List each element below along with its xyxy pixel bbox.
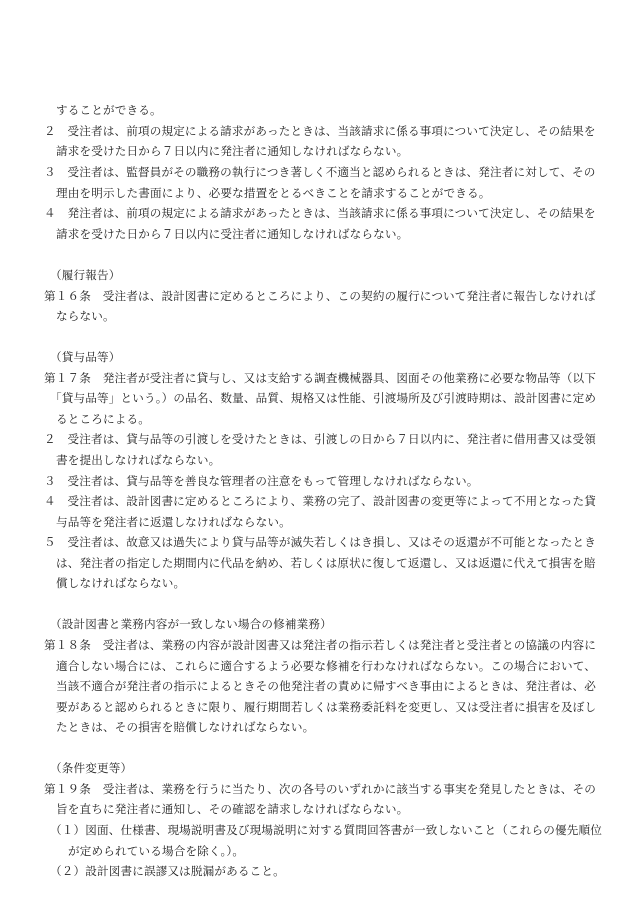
text-line: ならない。 — [56, 309, 115, 323]
clause-3-line: ３ 受注者は、監督員がその職務の執行につき著しく不適当と認められるときは、発注者に対して、その — [44, 165, 596, 179]
text-line: 当該不適合が発注者の指示によるときその他発注者の責めに帰すべき事由によるときは、発注者は、必 — [56, 679, 596, 693]
clause-3-line: ３ 受注者は、貸与品等を善良な管理者の注意をもって管理しなければならない。 — [44, 474, 479, 488]
section-heading: （設計図書と業務内容が一致しない場合の修補業務） — [50, 617, 332, 631]
item-1-line: （１）図面、仕様書、現場説明書及び現場説明に対する質問回答書が一致しないこと（これらの優先順位 — [50, 823, 602, 837]
section-heading: （条件変更等） — [50, 761, 133, 775]
text-line: るところによる。 — [56, 412, 150, 426]
text-line: は、発注者の指定した期間内に代品を納め、若しくは原状に復して返還し、又は返還に代えて損害を賠 — [56, 556, 596, 570]
text-line: たときは、その損害を賠償しなければならない。 — [56, 720, 315, 734]
text-line: することができる。 — [56, 103, 162, 117]
text-line: が定められている場合を除く。）。 — [68, 844, 245, 858]
article-18-line: 第１８条 受注者は、業務の内容が設計図書又は発注者の指示若しくは発注者と受注者との協議の内容に — [44, 638, 596, 652]
clause-2-line: ２ 受注者は、貸与品等の引渡しを受けたときは、引渡しの日から７日以内に、発注者に借用書又は受領 — [44, 432, 596, 446]
section-heading: （履行報告） — [50, 268, 121, 282]
section-heading: （貸与品等） — [50, 350, 121, 364]
text-line: 適合しない場合には、これらに適合するよう必要な修補を行わなければならない。この場合において、 — [56, 659, 596, 673]
clause-4-line: ４ 発注者は、前項の規定による請求があったときは、当該請求に係る事項について決定し、その結果を — [44, 206, 596, 220]
text-line: 書を提出しなければならない。 — [56, 453, 221, 467]
text-line: 要があると認められるときに限り、履行期間若しくは業務委託料を変更し、又は受注者に損害を及ぼし — [56, 700, 597, 714]
clause-4-line: ４ 受注者は、設計図書に定めるところにより、業務の完了、設計図書の変更等によって不用となった貸 — [44, 494, 596, 508]
article-17-line: 第１７条 発注者が受注者に貸与し、又は支給する調査機械器具、図面その他業務に必要な物品等（以下 — [44, 371, 596, 385]
article-19-line: 第１９条 受注者は、業務を行うに当たり、次の各号のいずれかに該当する事実を発見したときは、その — [44, 782, 596, 796]
text-line: 請求を受けた日から７日以内に発注者に通知しなければならない。 — [56, 144, 409, 158]
text-line: 旨を直ちに発注者に通知し、その確認を請求しなければならない。 — [56, 802, 409, 816]
clause-2-line: ２ 受注者は、前項の規定による請求があったときは、当該請求に係る事項について決定し、その結果を — [44, 124, 596, 138]
text-line: 請求を受けた日から７日以内に受注者に通知しなければならない。 — [56, 227, 409, 241]
text-line: 理由を明示した書面により、必要な措置をとるべきことを請求することができる。 — [56, 186, 491, 200]
article-16-line: 第１６条 受注者は、設計図書に定めるところにより、この契約の履行について発注者に報告しなければ — [44, 289, 596, 303]
text-line: 「貸与品等」という。）の品名、数量、品質、規格又は性能、引渡場所及び引渡時期は、設計図書に定め — [50, 391, 597, 405]
text-line: 与品等を発注者に返還しなければならない。 — [56, 515, 291, 529]
text-line: 償しなければならない。 — [56, 576, 186, 590]
clause-5-line: ５ 受注者は、故意又は過失により貸与品等が滅失若しくはき損し、又はその返還が不可能となったとき — [44, 535, 596, 549]
item-2-line: （２）設計図書に誤謬又は脱漏があること。 — [50, 864, 285, 878]
